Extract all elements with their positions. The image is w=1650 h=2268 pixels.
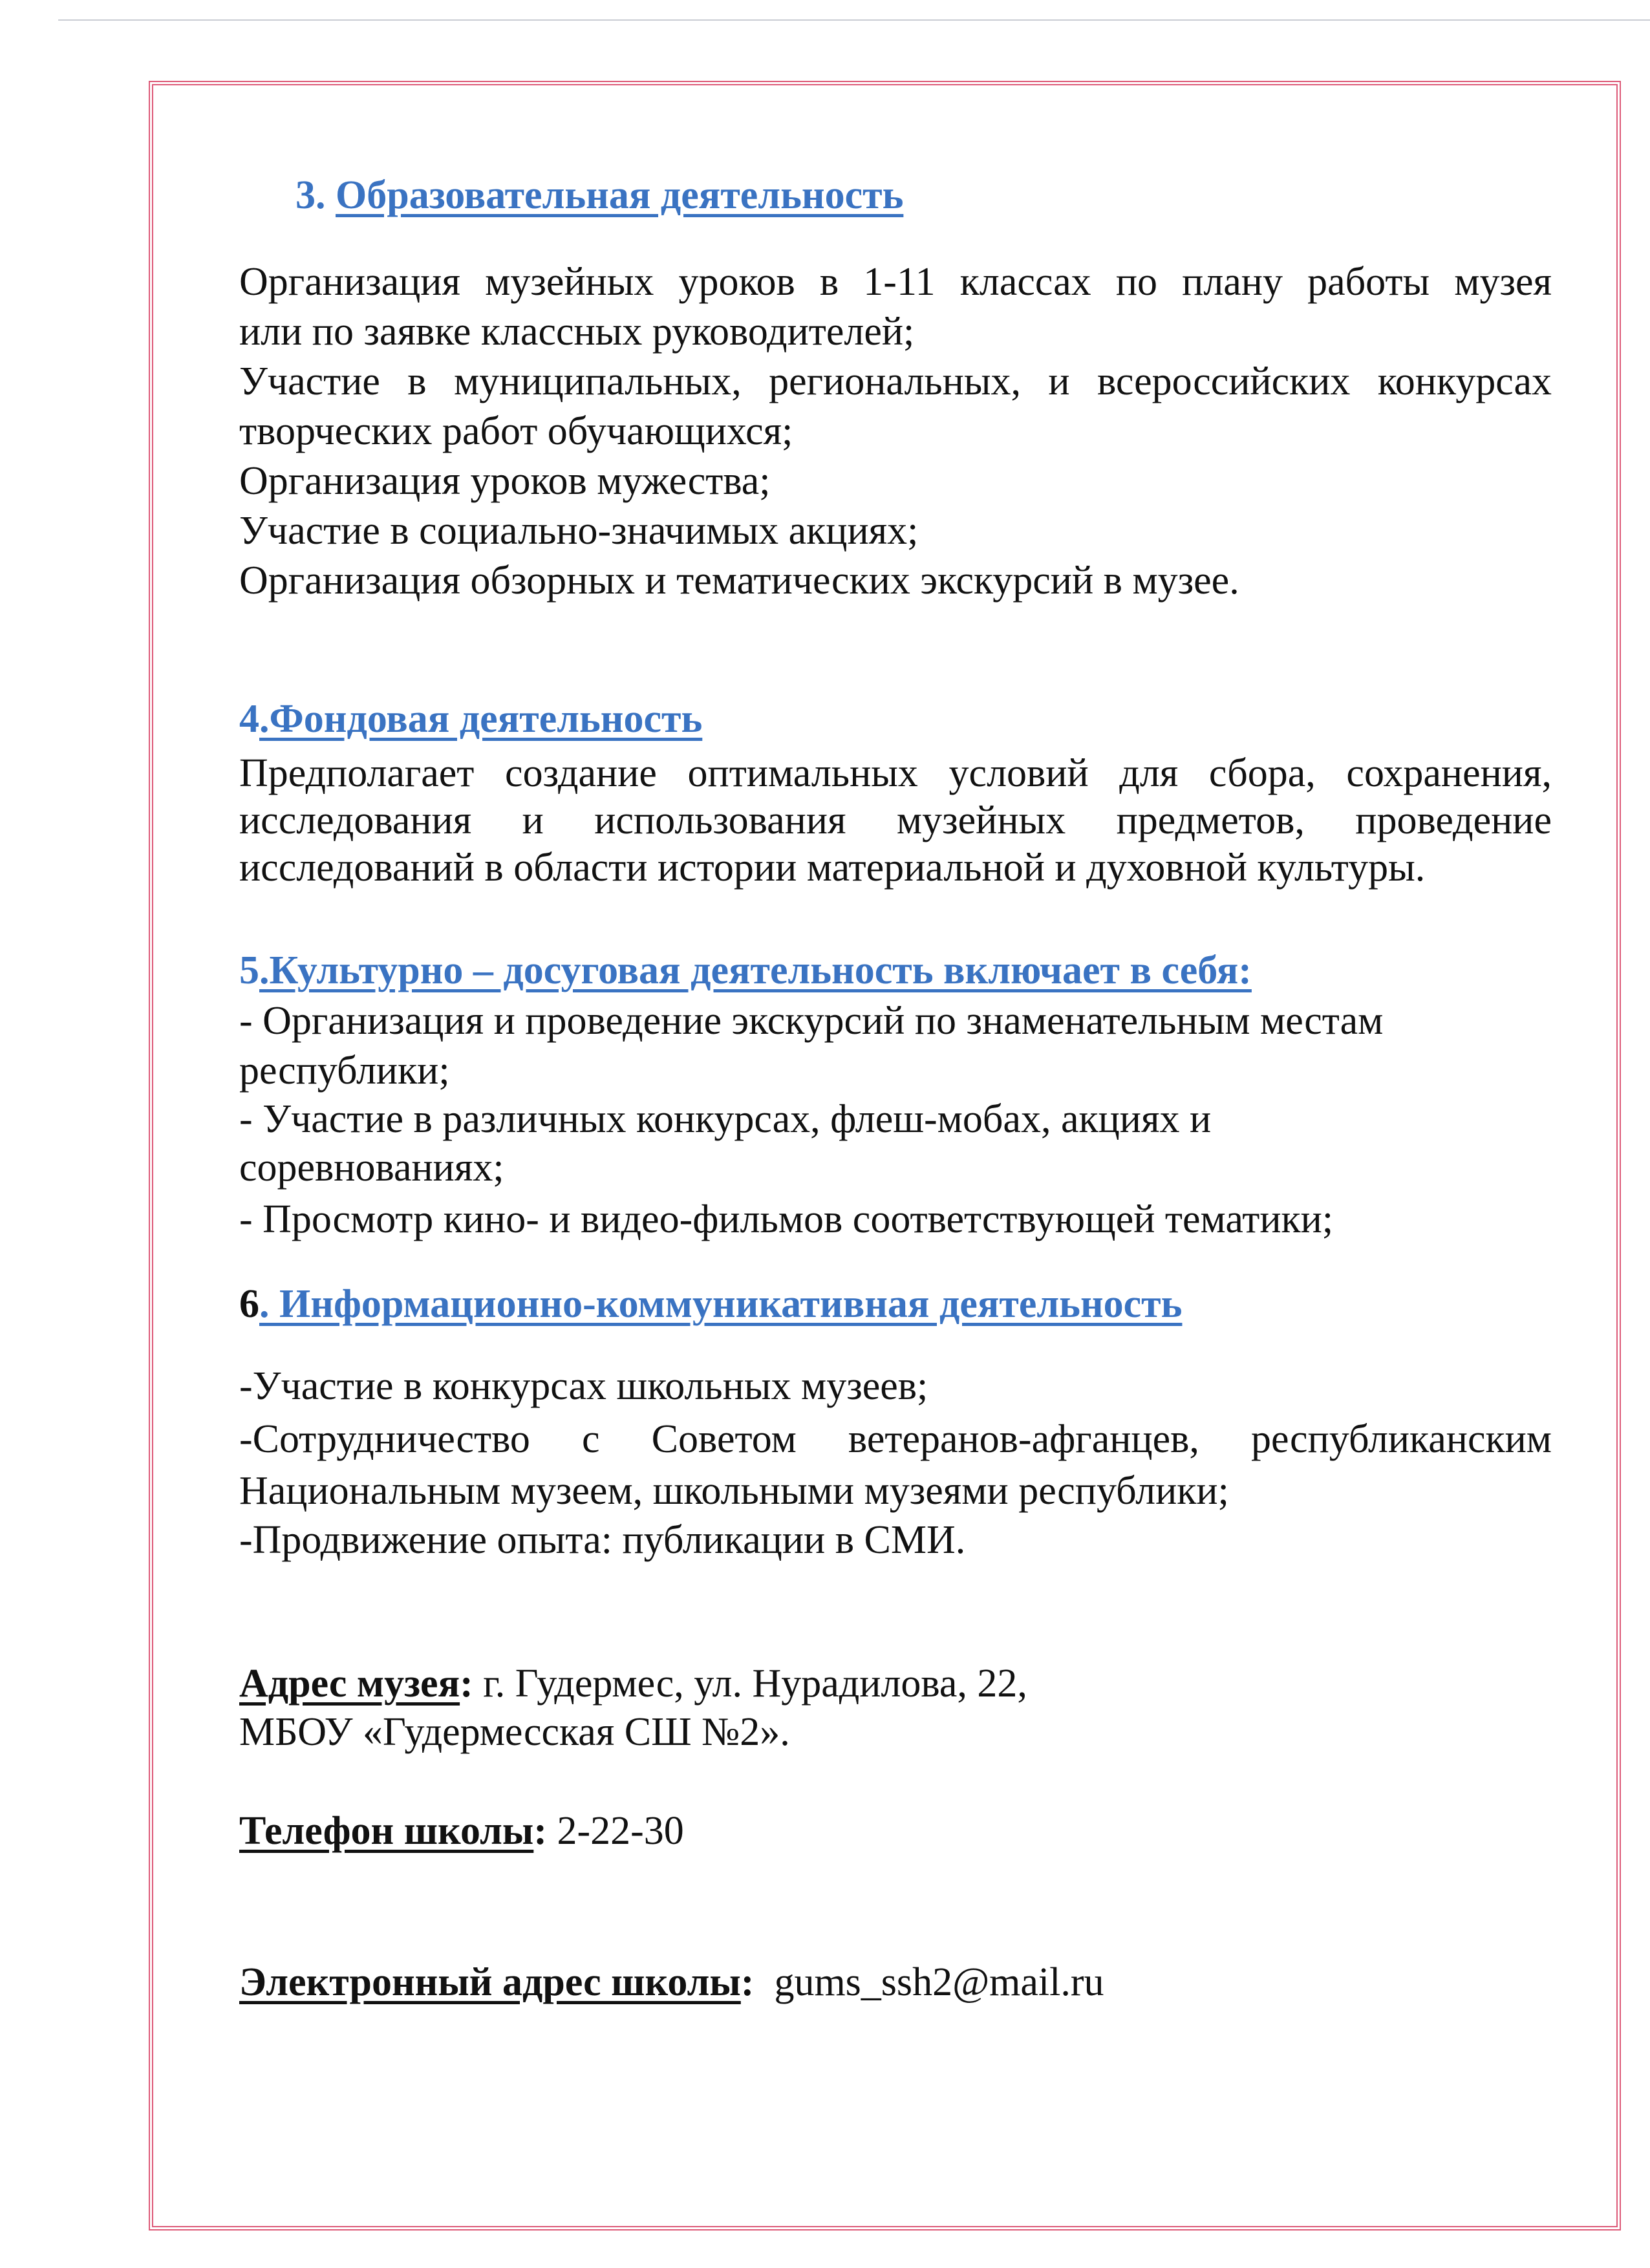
email-colon: :	[740, 1960, 755, 2004]
school-email	[239, 1962, 1552, 2002]
section-5-heading	[239, 950, 1552, 990]
section-3-heading	[295, 175, 1608, 215]
scan-edge-line	[58, 19, 1650, 21]
address-value: г. Гудермес, ул. Нурадилова, 22,	[473, 1662, 1027, 1706]
section-4-number: 4	[239, 697, 259, 741]
section-5-line: - Участие в различных конкурсах, флеш-мобах, акциях и	[239, 1097, 1212, 1141]
email-value: gums_ssh2@mail.ru	[754, 1960, 1104, 2004]
school-phone	[239, 1811, 1552, 1851]
school-name: МБОУ «Гудермесская СШ №2».	[239, 1710, 790, 1754]
section-6-heading	[239, 1284, 1552, 1324]
address-label: Адрес музея	[239, 1662, 460, 1706]
section-3-line: или по заявке классных руководителей;	[239, 310, 915, 354]
email-label: Электронный адрес школы	[239, 1960, 741, 2004]
section-3-line: творческих работ обучающихся;	[239, 409, 793, 453]
phone-label: Телефон школы	[239, 1809, 534, 1853]
section-6-number: 6	[239, 1282, 259, 1326]
phone-value: 2-22-30	[546, 1809, 684, 1853]
section-5-line: - Организация и проведение экскурсий по знаменательным местам	[239, 999, 1384, 1043]
section-6-line: -Сотрудничество с Советом ветеранов-афганцев, республиканским	[239, 1417, 1552, 1461]
section-6-line: -Участие в конкурсах школьных музеев;	[239, 1364, 928, 1408]
section-5-line: соревнованиях;	[239, 1146, 504, 1190]
section-4-title: .Фондовая деятельность	[259, 697, 703, 741]
section-5-number: 5	[239, 948, 259, 992]
section-4-line: Предполагает создание оптимальных условий для сбора, сохранения,	[239, 751, 1552, 795]
section-6-line: -Продвижение опыта: публикации в СМИ.	[239, 1518, 966, 1562]
address-colon: :	[460, 1662, 473, 1706]
section-3-line: Организация музейных уроков в 1-11 классах по плану работы музея	[239, 260, 1552, 304]
section-5-title: .Культурно – досуговая деятельность включает в себя:	[259, 948, 1252, 992]
section-3-number: 3.	[295, 173, 326, 217]
section-6-title: . Информационно-коммуникативная деятельность	[259, 1282, 1183, 1326]
section-3-line: Участие в социально-значимых акциях;	[239, 509, 919, 553]
section-6-line: Национальным музеем, школьными музеями республики;	[239, 1469, 1229, 1513]
section-3-line: Организация уроков мужества;	[239, 459, 771, 503]
museum-address	[239, 1664, 1552, 1704]
section-3-line: Организация обзорных и тематических экскурсий в музее.	[239, 559, 1239, 603]
section-4-line: исследования и использования музейных предметов, проведение	[239, 798, 1552, 842]
section-5-line: республики;	[239, 1049, 450, 1093]
section-5-line: - Просмотр кино- и видео-фильмов соответствующей тематики;	[239, 1197, 1334, 1241]
phone-colon: :	[533, 1809, 547, 1853]
section-4-heading	[239, 699, 1552, 739]
section-4-line: исследований в области истории материальной и духовной культуры.	[239, 846, 1426, 890]
section-3-line: Участие в муниципальных, региональных, и всероссийских конкурсах	[239, 359, 1552, 403]
section-3-title: Образовательная деятельность	[336, 173, 904, 217]
